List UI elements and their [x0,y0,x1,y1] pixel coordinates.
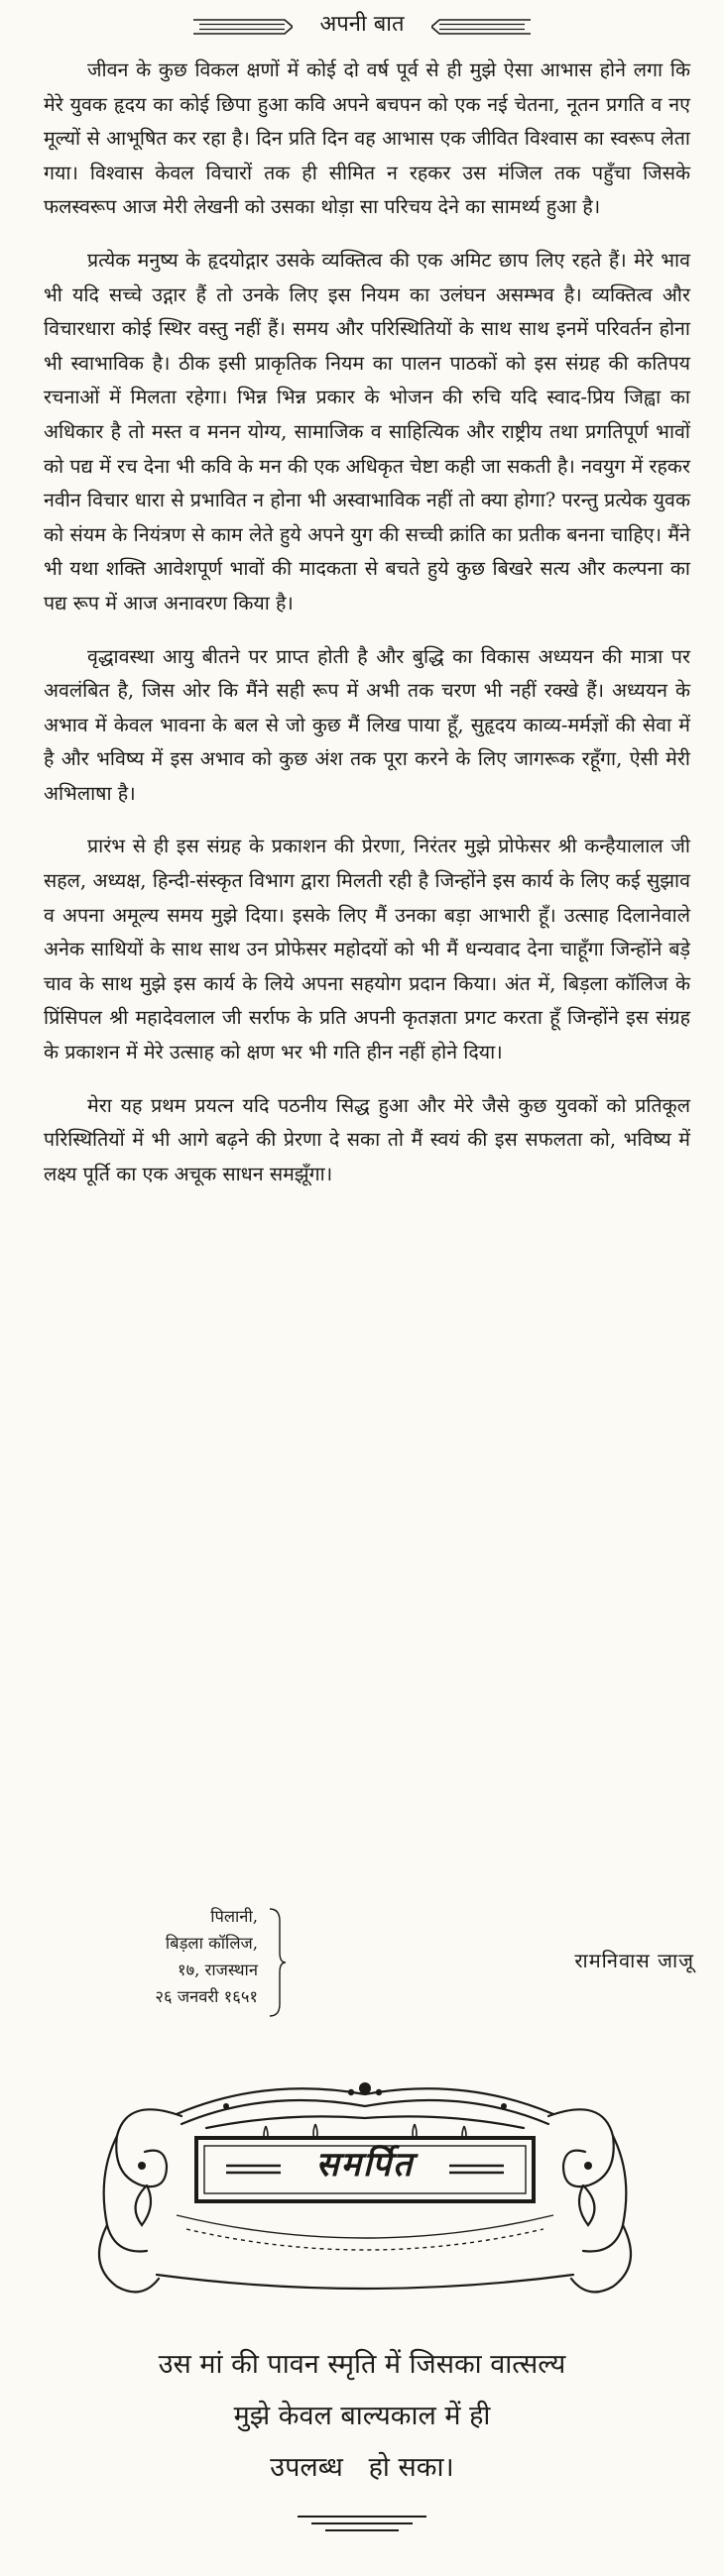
paragraph: प्रारंभ से ही इस संग्रह के प्रकाशन की प्रेरणा, निरंतर मुझे प्रोफेसर श्री कन्हैयालाल जी सहल, अध्यक्ष, हिन्दी-संस्कृत विभाग द्वारा मिलती रही है जिन्होंने इस कार्य के लिए कई सुझाव व अपना अमूल्य समय मुझे दिया। इसके लिए मैं उनका बड़ा आभारी हूँ। उत्साह दिलानेवाले अनेक साथियों के साथ साथ उन प्रोफेसर महोदयों को भी मैं धन्यवाद देना चाहूँगा जिन्होंने बड़े चाव के साथ मुझे इस कार्य के लिये अपना सहयोग प्रदान किया। अंत में, बिड़ला कॉलिज के प्रिंसिपल श्री महादेवलाल जी सर्राफ के प्रति अपनी कृतज्ञता प्रगट करता हूँ जिन्होंने इस संग्रह के प्रकाशन में मेरे उत्साह को क्षण भर भी गति हीन नहीं होने दिया। [44,835,690,1064]
dedication-title: समर्पित [315,2145,415,2184]
author-name: रामनिवास जाजू [574,1949,694,1972]
body-text [44,54,690,1210]
footer-rule [298,2513,426,2544]
dedication-text [0,2339,724,2494]
place-date [60,1903,258,2010]
ornamental-frame-icon [87,2067,643,2314]
place-line: १७, राजस्थान [178,1960,258,1979]
page-header [0,6,724,46]
place-line: बिड़ला कॉलिज, [165,1934,258,1953]
header-left-rule [193,16,293,38]
header-right-rule [431,16,531,38]
dedication-line: उस मां की पावन स्मृति में जिसका वात्सल्य [158,2349,566,2380]
place-line: पिलानी, [210,1907,258,1926]
signature-block [0,1903,724,2042]
date-line: २६ जनवरी १६५१ [155,1987,258,2006]
paragraph: वृद्धावस्था आयु बीतने पर प्राप्त होती है और बुद्धि का विकास अध्ययन की मात्रा पर अवलंबित है, जिस ओर कि मैंने सही रूप में अभी तक चरण भी नहीं रक्खे हैं। अध्ययन के अभाव में केवल भावना के बल से जो कुछ मैं लिख पाया हूँ, सुहृदय काव्य-मर्मज्ञों की सेवा में है और भविष्य में इस अभाव को कुछ अंश तक पूरा करने के लिए जागरूक रहूँगा, ऐसी मेरी अभिलाषा है। [44,644,690,805]
dedication-ornament [87,2067,643,2314]
dedication-line: उपलब्ध हो सका। [270,2452,454,2483]
page-title: अपनी बात [319,12,405,37]
paragraph: जीवन के कुछ विकल क्षणों में कोई दो वर्ष पूर्व से ही मुझे ऐसा आभास होने लगा कि मेरे युवक हृदय का कोई छिपा हुआ कवि अपने बचपन को एक नई चेतना, नूतन प्रगति व नए मूल्यों से आभूषित कर रहा है। दिन प्रति दिन वह आभास एक जीवित विश्वास का स्वरूप लेता गया। विश्वास केवल विचारों तक ही सीमित न रहकर उस मंजिल तक पहुँचा जिसके फलस्वरूप आज मेरी लेखनी को उसका थोड़ा सा परिचय देने का सामर्थ्य हुआ है। [44,58,690,219]
brace-icon [268,1907,288,2018]
dedication-line: मुझे केवल बाल्यकाल में ही [233,2401,491,2431]
paragraph: प्रत्येक मनुष्य के हृदयोद्गार उसके व्यक्तित्व की एक अमिट छाप लिए रहते हैं। मेरे भाव भी यदि सच्चे उद्गार हैं तो उनके लिए इस नियम का उलंघन असम्भव है। व्यक्तित्व और विचारधारा कोई स्थिर वस्तु नहीं हैं। समय और परिस्थितियों के साथ साथ इनमें परिवर्तन होना भी स्वाभाविक है। ठीक इसी प्राकृतिक नियम का पालन पाठकों को इस संग्रह की कतिपय रचनाओं में मिलता रहेगा। भिन्न भिन्न प्रकार के भोजन की रुचि यदि स्वाद-प्रिय जिह्वा का अधिकार है तो मस्त व मनन योग्य, सामाजिक व साहित्यिक और राष्ट्रीय तथा प्रगतिपूर्ण भावों को पद्य में रच देना भी कवि के मन की एक अधिकृत चेष्टा कही जा सकती है। नवयुग में रहकर नवीन विचार धारा से प्रभावित न होना भी अस्वाभाविक नहीं तो क्या होगा? परन्तु प्रत्येक युवक को संयम के नियंत्रण से काम लेते हुये अपने युग की सच्ची क्रांति का प्रतीक बनना चाहिए। मैंने भी यथा शक्ति आवेशपूर्ण भावों की मादकता से बचते हुये कुछ बिखरे सत्य और कल्पना का पद्य रूप में आज अनावरण किया है। [44,248,690,615]
paragraph: मेरा यह प्रथम प्रयत्न यदि पठनीय सिद्ध हुआ और मेरे जैसे कुछ युवकों को प्रतिकूल परिस्थितियों में भी आगे बढ़ने की प्रेरणा दे सका तो मैं स्वयं की इस सफलता को, भविष्य में लक्ष्य पूर्ति का एक अचूक साधन समझूँगा। [44,1093,690,1185]
